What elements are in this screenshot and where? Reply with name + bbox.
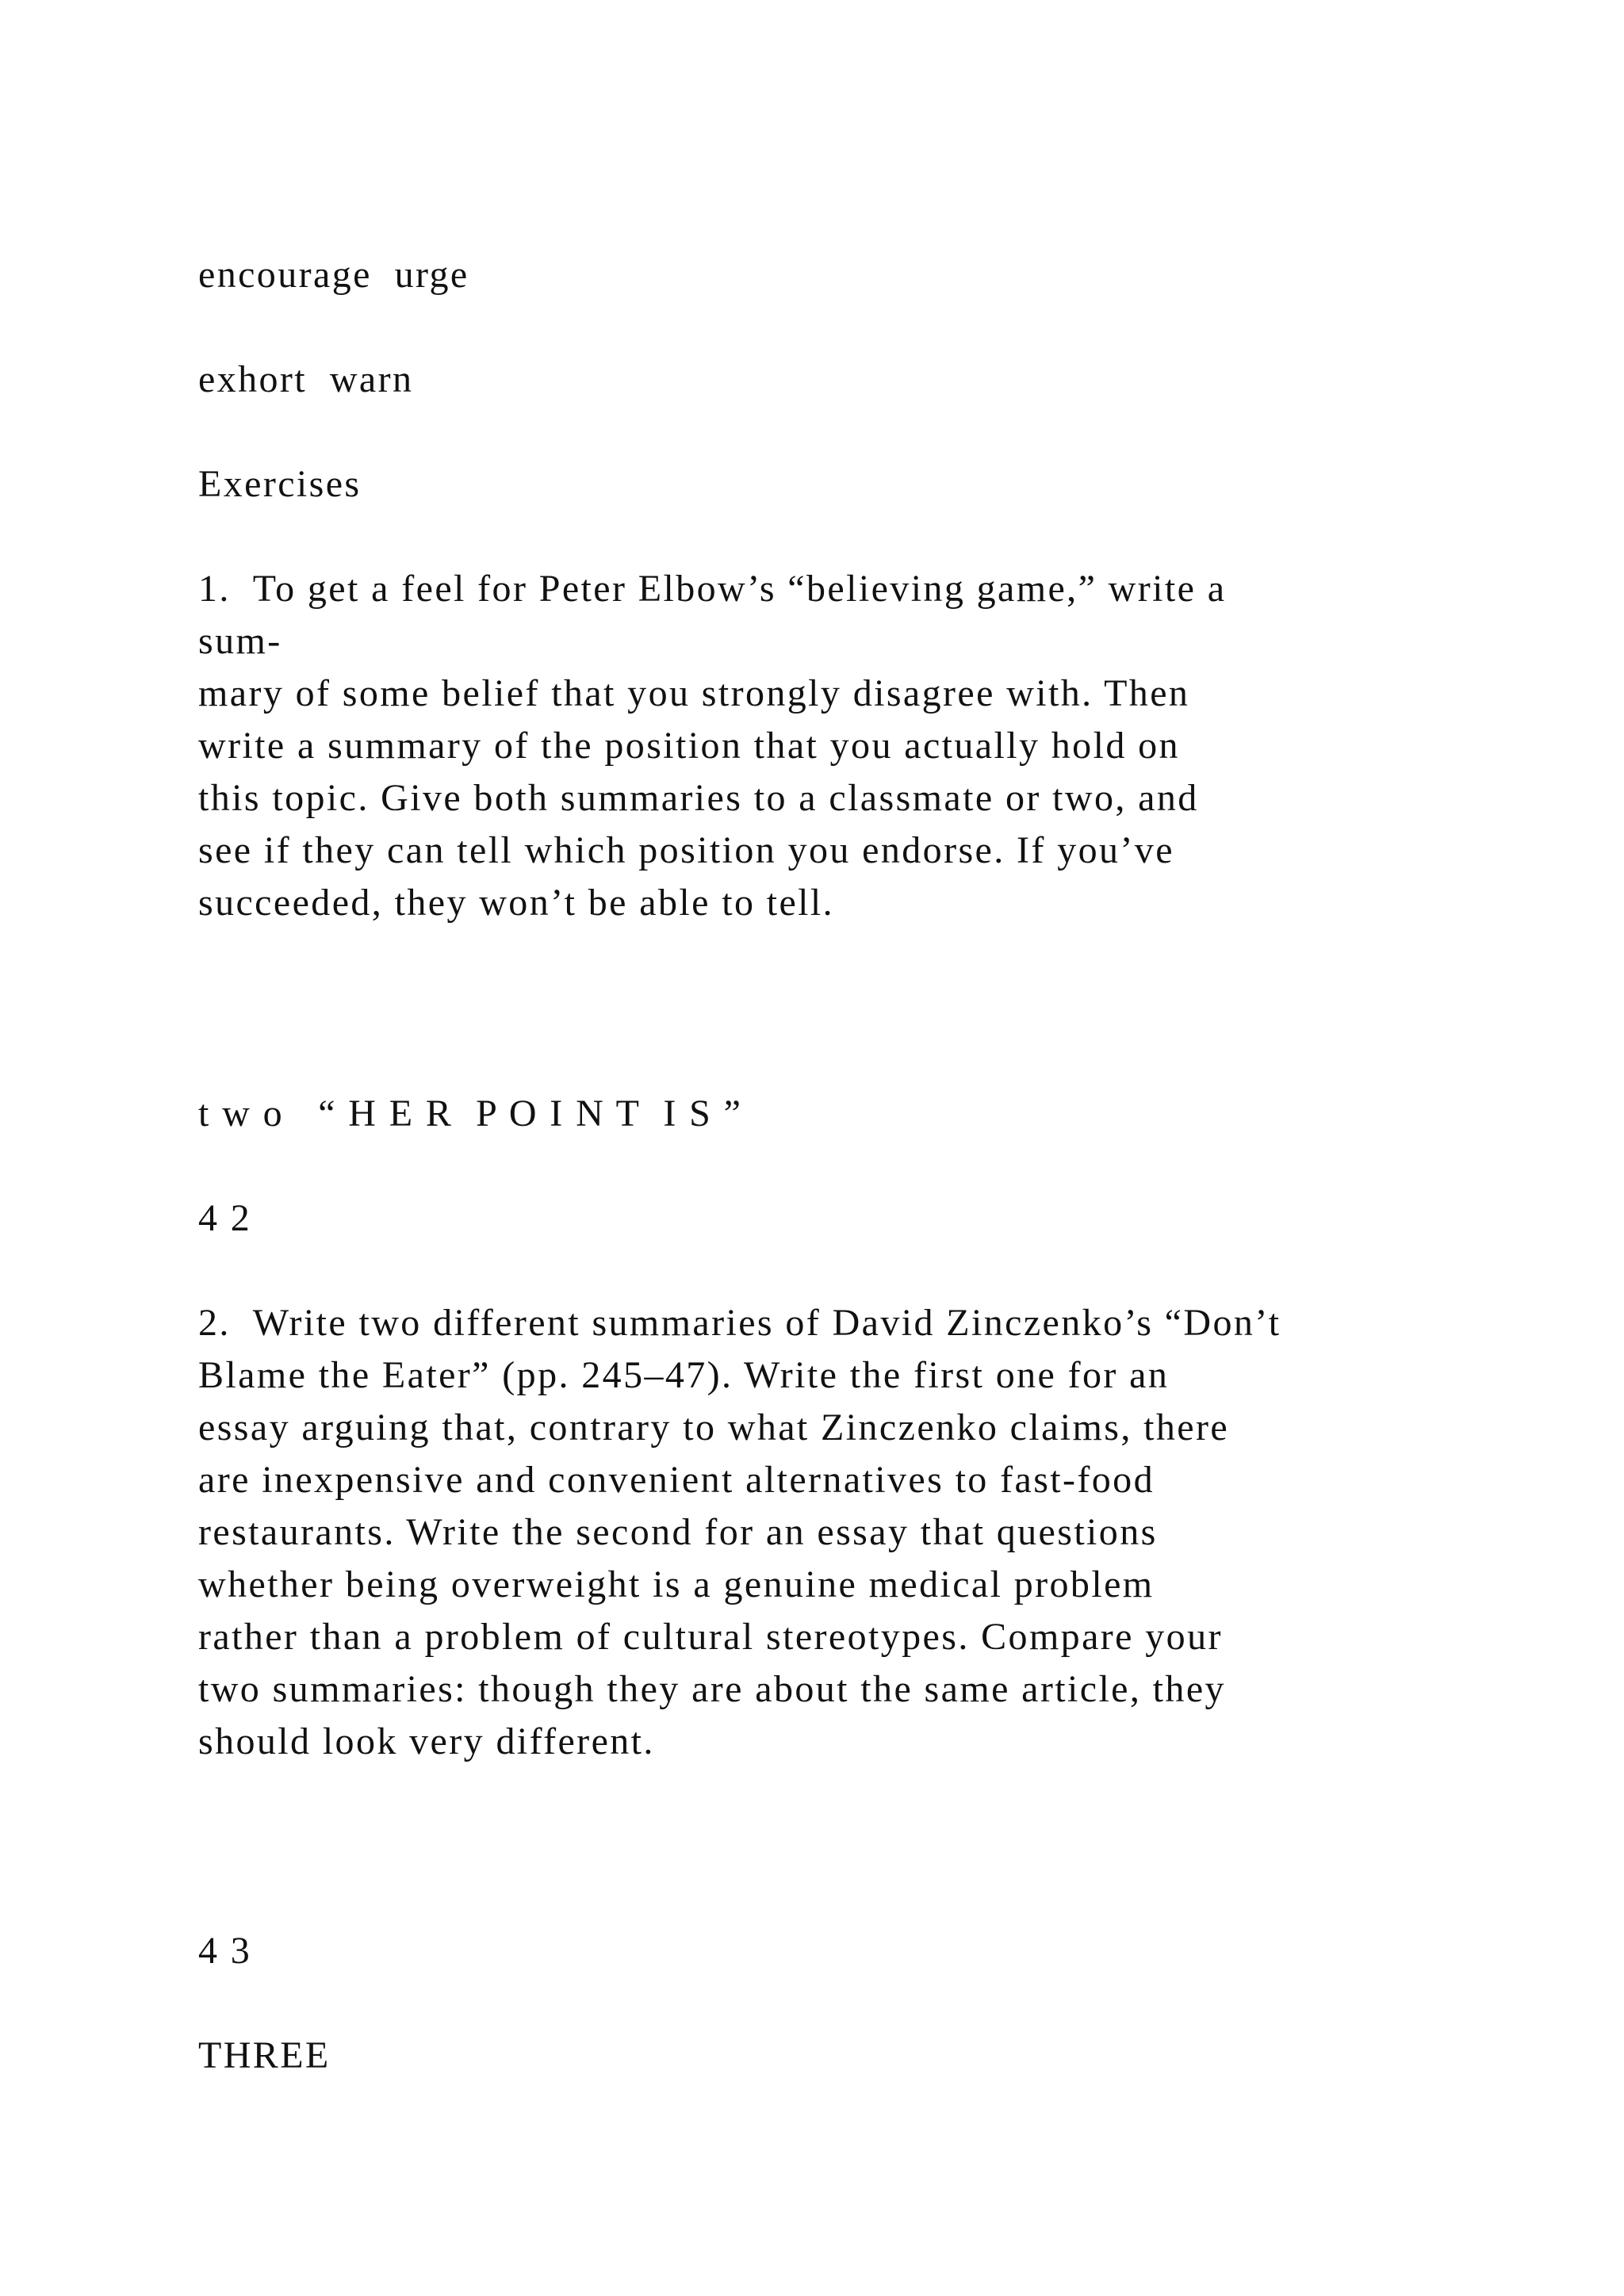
exercise-2-line: restaurants. Write the second for an essay that questions [198,1511,1158,1553]
exercise-2-line: rather than a problem of cultural stereotypes. Compare your [198,1616,1223,1658]
exercise-1 [198,563,1507,929]
chapter-label: THREE [198,2034,331,2076]
running-head: t w o “ H E R P O I N T I S ” [198,1093,743,1135]
exercise-2-line: essay arguing that, contrary to what Zinczenko claims, there [198,1406,1230,1448]
exercise-2-line: should look very different. [198,1720,655,1762]
exercise-1-line: 1. To get a feel for Peter Elbow’s “believing game,” write a [198,568,1227,610]
exercise-1-line: mary of some belief that you strongly disagree with. Then [198,672,1190,714]
page-number: 4 2 [198,1197,252,1239]
exercise-2-line: are inexpensive and convenient alternatives to fast-food [198,1459,1155,1501]
exercise-2-line: 2. Write two different summaries of David Zinczenko’s “Don’t [198,1302,1281,1344]
exercise-2-line: whether being overweight is a genuine medical problem [198,1563,1155,1605]
exercise-1-line: see if they can tell which position you endorse. If you’ve [198,829,1174,871]
exercise-1-line: succeeded, they won’t be able to tell. [198,882,835,924]
word-list-line-1: encourage urge [198,254,469,296]
exercise-1-line: write a summary of the position that you actually hold on [198,725,1180,767]
exercise-2-line: Blame the Eater” (pp. 245–47). Write the first one for an [198,1354,1170,1396]
page-number: 4 3 [198,1930,252,1972]
exercise-1-line: this topic. Give both summaries to a classmate or two, and [198,777,1199,819]
exercise-2-line: two summaries: though they are about the same article, they [198,1668,1226,1710]
exercise-1-line: sum- [198,620,282,662]
exercise-2 [198,1297,1507,1768]
exercises-heading: Exercises [198,463,362,505]
word-list-line-2: exhort warn [198,358,414,400]
